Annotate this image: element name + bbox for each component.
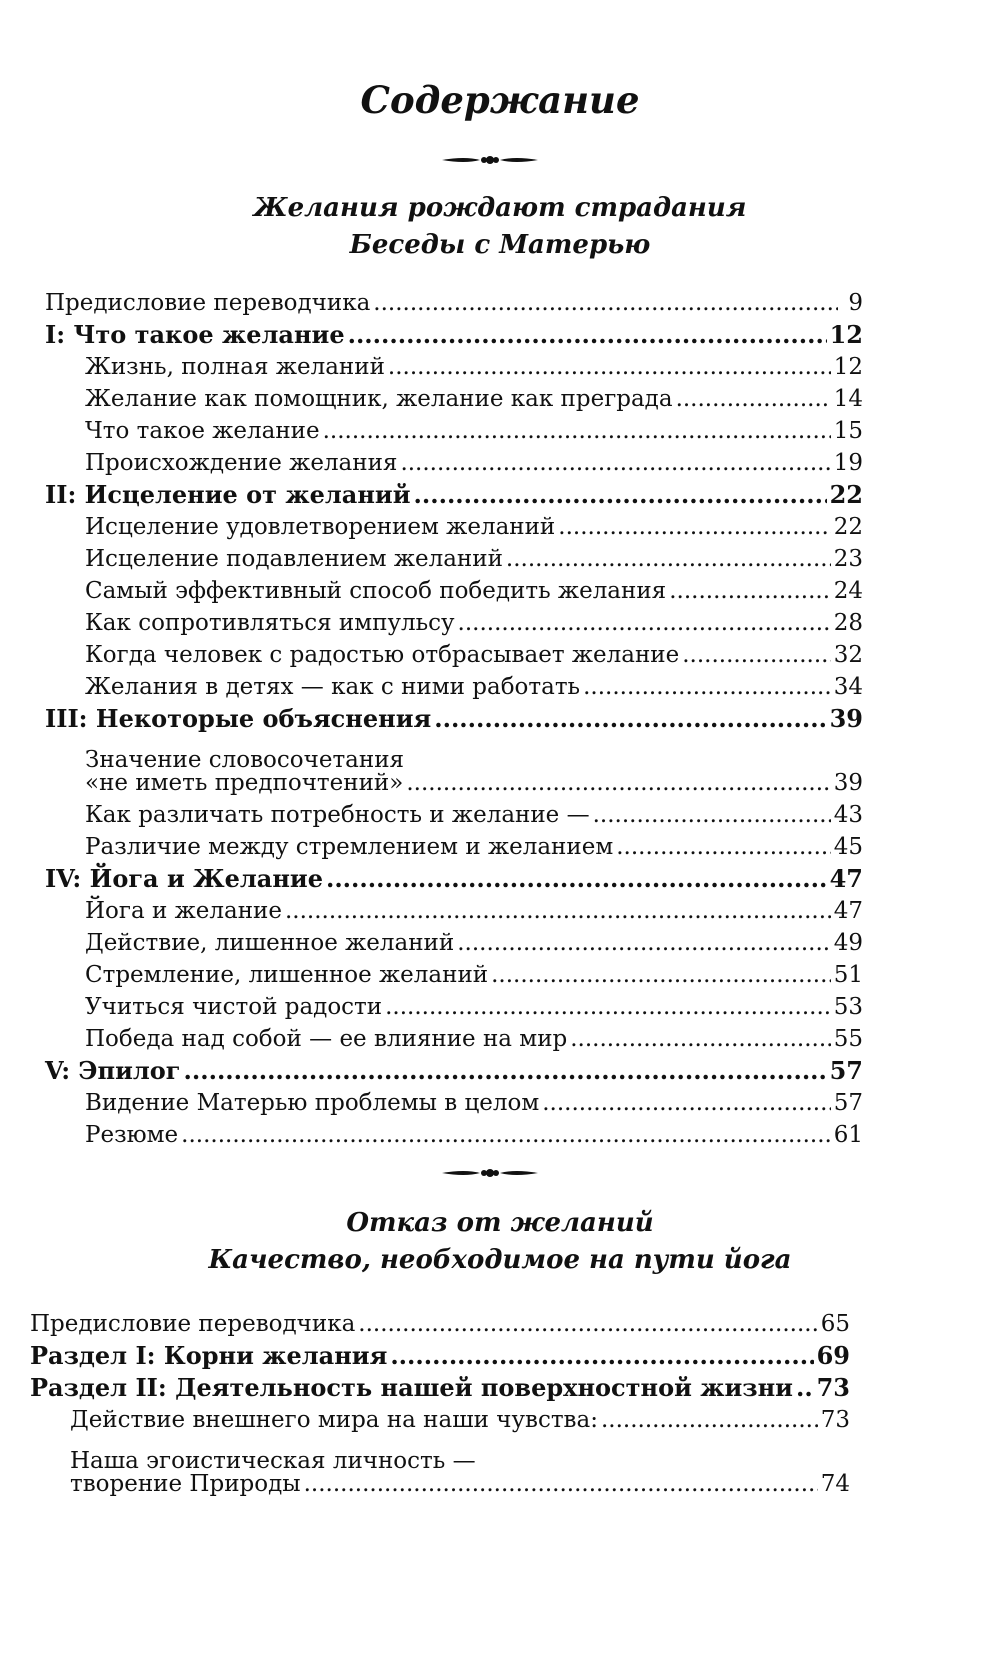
toc-entry-leader-dots <box>796 1372 814 1404</box>
toc-entry-leader-dots <box>542 1087 830 1119</box>
toc-entry <box>30 1372 850 1404</box>
toc-entry-leader-dots <box>414 479 827 511</box>
section2-heading <box>0 1205 1000 1279</box>
toc-entry-leader-dots <box>323 415 831 447</box>
toc-entry <box>45 575 863 607</box>
section2-heading-line1: Отказ от желаний <box>346 1208 654 1238</box>
toc-entry <box>30 1340 850 1372</box>
toc-entry <box>45 959 863 991</box>
toc-entry-page-number: 65 <box>820 1311 850 1337</box>
toc-entry-leader-dots <box>385 991 831 1023</box>
toc-entry-page-number: 39 <box>829 704 863 733</box>
toc-entry-leader-dots <box>407 735 838 767</box>
toc-entry-leader-dots <box>583 671 831 703</box>
toc-entry-label: V: Эпилог <box>45 1056 181 1085</box>
toc-entry-page-number: 32 <box>833 642 863 668</box>
toc-entry-leader-dots <box>676 383 831 415</box>
toc-entry-page-number: 22 <box>829 480 863 509</box>
toc-entry-page-number: 73 <box>816 1373 850 1402</box>
toc-entry-label: Жизнь, полная желаний <box>85 354 385 380</box>
toc-entry-leader-dots <box>373 287 838 319</box>
toc-entry-page-number: 55 <box>833 1026 863 1052</box>
toc-entry-page-number: 57 <box>833 1090 863 1116</box>
toc-entry-page-number: 45 <box>833 834 863 860</box>
toc-entry <box>45 287 863 319</box>
toc-entry <box>45 671 863 703</box>
toc-entry-label: Желание как помощник, желание как преграда <box>85 386 673 412</box>
toc-entry-leader-dots <box>390 1340 813 1372</box>
toc-entry-leader-dots <box>593 799 831 831</box>
toc-entry-leader-dots <box>616 831 831 863</box>
toc-entry-page-number: 15 <box>833 418 863 444</box>
toc-entry-label: Предисловие переводчика <box>45 290 371 316</box>
toc-entry-page-number: 47 <box>829 864 863 893</box>
toc-entry-label: Исцеление подавлением желаний <box>85 546 503 572</box>
toc-entry-leader-dots <box>326 863 827 895</box>
toc-entry-label: Наша эгоистическая личность — <box>70 1448 476 1474</box>
section1-heading-line1: Желания рождают страдания <box>253 193 747 223</box>
toc-entry-label: Резюме <box>85 1122 179 1148</box>
toc-entry-label: Как сопротивляться импульсу <box>85 610 455 636</box>
ornament-divider-top <box>440 150 540 170</box>
toc-entry <box>45 735 863 773</box>
toc-entry <box>45 383 863 415</box>
toc-entry-leader-dots <box>601 1404 818 1436</box>
toc-entry-label: Раздел I: Корни желания <box>30 1341 388 1370</box>
toc-entry-page-number: 12 <box>829 320 863 349</box>
toc-entry <box>45 991 863 1023</box>
toc-entry-leader-dots <box>348 319 827 351</box>
toc-entry <box>45 1055 863 1087</box>
toc-entry-leader-dots <box>558 511 830 543</box>
toc-entry-label: Различие между стремлением и желанием <box>85 834 614 860</box>
toc-entry-leader-dots <box>458 607 831 639</box>
toc-list-section2 <box>30 1308 850 1500</box>
toc-entry-page-number: 73 <box>820 1407 850 1433</box>
toc-entry-page-number: 43 <box>833 802 863 828</box>
toc-entry-page-number: 19 <box>833 450 863 476</box>
toc-entry <box>45 863 863 895</box>
toc-entry-leader-dots <box>570 1023 830 1055</box>
toc-entry-page-number: 39 <box>833 770 863 796</box>
toc-entry <box>45 447 863 479</box>
toc-entry-label: Раздел II: Деятельность нашей поверхностной жизни <box>30 1373 793 1402</box>
toc-entry-leader-dots <box>506 543 831 575</box>
toc-entry-page-number: 14 <box>833 386 863 412</box>
toc-entry <box>45 1119 863 1151</box>
toc-entry-label: IV: Йога и Желание <box>45 864 323 893</box>
toc-entry <box>30 1436 850 1474</box>
toc-entry-leader-dots <box>669 575 831 607</box>
toc-entry-label: творение Природы <box>70 1471 301 1497</box>
toc-entry <box>30 1308 850 1340</box>
toc-entry-label: Действие внешнего мира на наши чувства: <box>70 1407 598 1433</box>
toc-entry <box>45 607 863 639</box>
toc-entry-leader-dots <box>388 351 831 383</box>
toc-entry <box>45 351 863 383</box>
ornament-divider-bottom <box>440 1163 540 1183</box>
toc-entry <box>45 1023 863 1055</box>
toc-entry-label: Исцеление удовлетворением желаний <box>85 514 556 540</box>
toc-entry-leader-dots <box>682 639 831 671</box>
toc-entry-leader-dots <box>184 1055 827 1087</box>
toc-entry-label: III: Некоторые объяснения <box>45 704 432 733</box>
toc-entry-leader-dots <box>434 703 826 735</box>
toc-entry <box>45 543 863 575</box>
toc-entry-label: Видение Матерью проблемы в целом <box>85 1090 540 1116</box>
toc-entry <box>45 479 863 511</box>
section1-heading <box>0 190 1000 264</box>
toc-entry-page-number: 34 <box>833 674 863 700</box>
toc-entry <box>45 639 863 671</box>
toc-entry-leader-dots <box>285 895 831 927</box>
toc-entry-leader-dots <box>406 767 830 799</box>
toc-entry-page-number: 69 <box>816 1341 850 1370</box>
toc-entry <box>45 767 863 799</box>
toc-entry-label: Самый эффективный способ победить желания <box>85 578 667 604</box>
toc-entry-page-number: 23 <box>833 546 863 572</box>
toc-entry-label: Йога и желание <box>85 898 282 924</box>
section2-heading-line2: Качество, необходимое на пути йога <box>208 1245 792 1275</box>
toc-entry-leader-dots <box>457 927 831 959</box>
toc-entry-label: Происхождение желания <box>85 450 398 476</box>
toc-entry-page-number: 28 <box>833 610 863 636</box>
toc-entry-page-number: 22 <box>833 514 863 540</box>
toc-entry <box>45 799 863 831</box>
section1-heading-line2: Беседы с Матерью <box>349 230 651 260</box>
toc-entry-label: Учиться чистой радости <box>85 994 383 1020</box>
page-title: Содержание <box>360 78 640 122</box>
toc-entry-label: II: Исцеление от желаний <box>45 480 411 509</box>
toc-entry <box>30 1404 850 1436</box>
toc-entry-label: Когда человек с радостью отбрасывает желание <box>85 642 680 668</box>
toc-entry-page-number: 53 <box>833 994 863 1020</box>
toc-entry-label: Предисловие переводчика <box>30 1311 356 1337</box>
toc-entry <box>45 1087 863 1119</box>
toc-entry-page-number: 49 <box>833 930 863 956</box>
toc-entry-leader-dots <box>491 959 831 991</box>
toc-entry-label: Победа над собой — ее влияние на мир <box>85 1026 568 1052</box>
toc-entry-label: Желания в детях — как с ними работать <box>85 674 581 700</box>
toc-entry-leader-dots <box>181 1119 831 1151</box>
toc-entry <box>45 703 863 735</box>
toc-entry-label: Действие, лишенное желаний <box>85 930 455 956</box>
toc-entry <box>45 319 863 351</box>
toc-entry-page-number: 51 <box>833 962 863 988</box>
toc-entry-label: I: Что такое желание <box>45 320 345 349</box>
toc-entry-leader-dots <box>479 1436 825 1468</box>
toc-entry <box>30 1468 850 1500</box>
toc-entry-page-number: 74 <box>820 1471 850 1497</box>
toc-entry-page-number: 57 <box>829 1056 863 1085</box>
toc-entry-leader-dots <box>304 1468 818 1500</box>
toc-entry <box>45 927 863 959</box>
toc-entry <box>45 511 863 543</box>
toc-entry-label: Значение словосочетания <box>85 747 405 773</box>
toc-entry-page-number: 61 <box>833 1122 863 1148</box>
toc-entry-page-number: 12 <box>833 354 863 380</box>
toc-entry-page-number: 9 <box>848 290 863 316</box>
toc-entry-page-number: 24 <box>833 578 863 604</box>
toc-entry-label: Что такое желание <box>85 418 320 444</box>
toc-entry-leader-dots <box>400 447 830 479</box>
toc-list-section1 <box>45 287 863 1151</box>
toc-entry-label: Стремление, лишенное желаний <box>85 962 489 988</box>
toc-entry-page-number: 47 <box>833 898 863 924</box>
toc-entry-label: Как различать потребность и желание — <box>85 802 590 828</box>
toc-entry <box>45 895 863 927</box>
toc-entry-leader-dots <box>358 1308 817 1340</box>
toc-entry-label: «не иметь предпочтений» <box>85 770 404 796</box>
toc-entry <box>45 831 863 863</box>
toc-entry <box>45 415 863 447</box>
